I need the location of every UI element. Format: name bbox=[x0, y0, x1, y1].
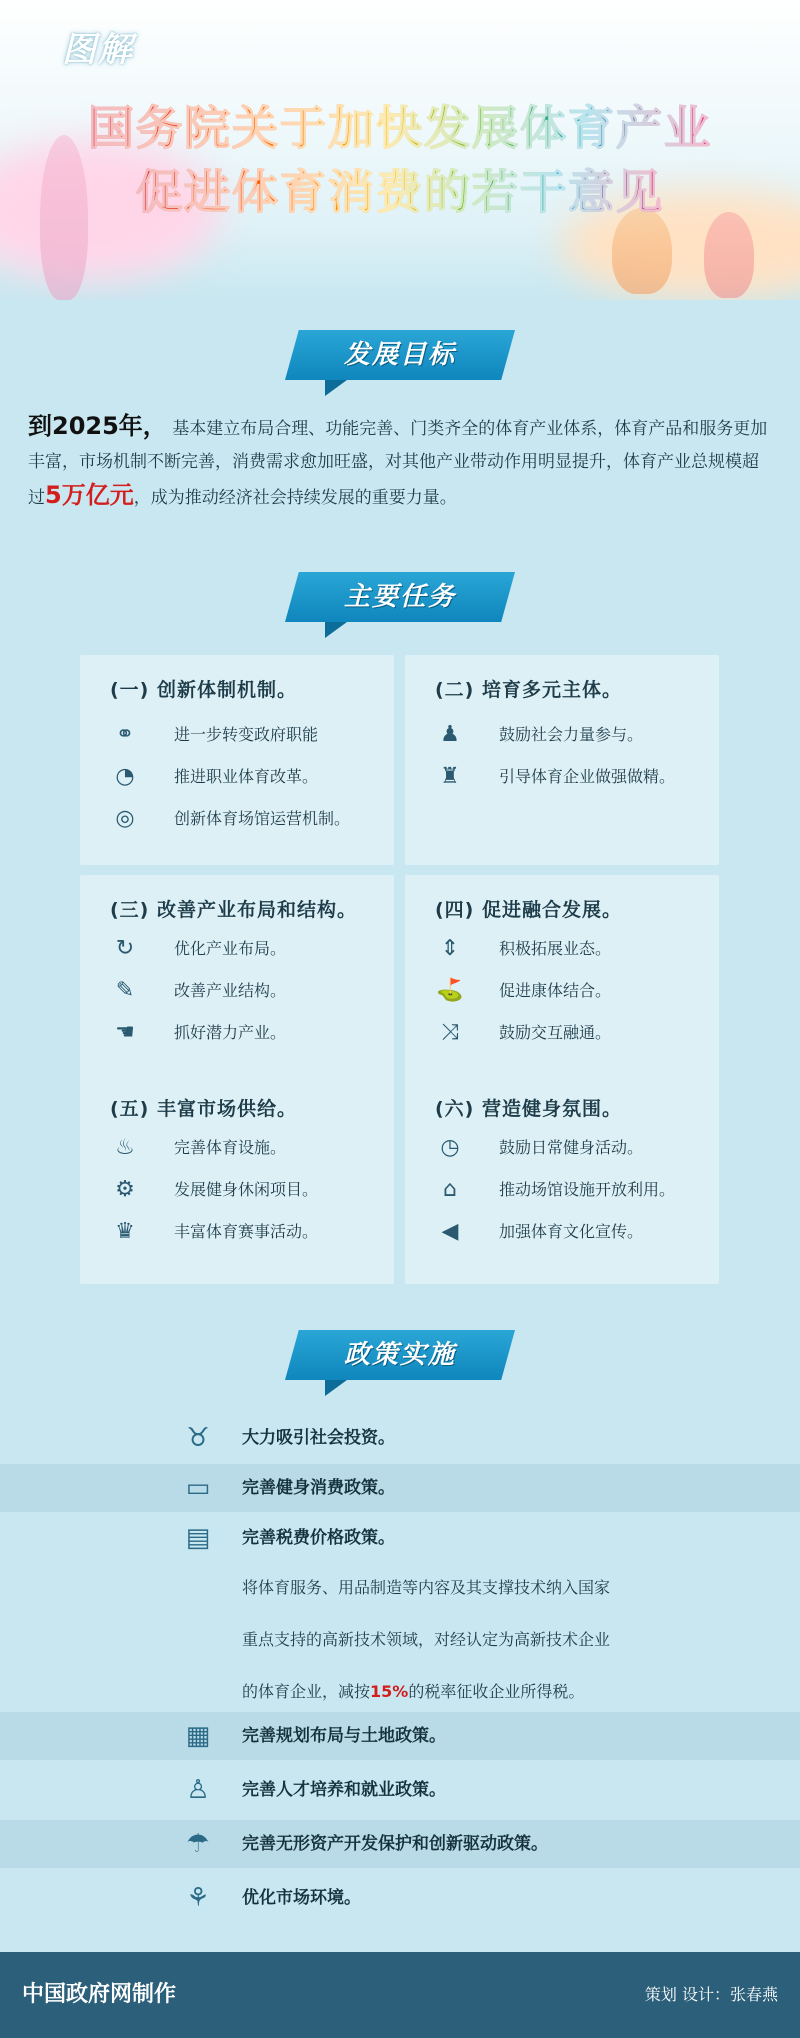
task-item bbox=[435, 759, 705, 795]
task-title: (三) 改善产业布局和结构。 bbox=[110, 899, 357, 921]
task-item bbox=[110, 801, 380, 837]
tax-icon: ▤ bbox=[185, 1523, 211, 1553]
task-item-label: 推进职业体育改革。 bbox=[174, 767, 319, 786]
person-icon: ♙ bbox=[186, 1775, 210, 1805]
task-item bbox=[110, 973, 380, 1009]
task-item-label: 加强体育文化宣传。 bbox=[499, 1222, 644, 1241]
goal-highlight: 5万亿元 bbox=[45, 481, 134, 509]
tax-policy-detail bbox=[242, 1562, 722, 1718]
task-item bbox=[435, 717, 705, 753]
expand-icon: ⇕ bbox=[440, 936, 460, 961]
task-item bbox=[435, 1172, 705, 1208]
task-item bbox=[435, 1130, 705, 1166]
task-box-2 bbox=[405, 655, 719, 865]
task-item bbox=[435, 1214, 705, 1250]
task-item-label: 鼓励社会力量参与。 bbox=[499, 725, 644, 744]
section-badge-goal: 发展目标 bbox=[285, 330, 515, 380]
footer-credit: 策划 设计：张春燕 bbox=[644, 1985, 778, 2004]
task-item-label: 积极拓展业态。 bbox=[499, 939, 612, 958]
task-item bbox=[110, 931, 380, 967]
fitness-icon: ♨ bbox=[115, 1135, 135, 1160]
task-item-label: 推动场馆设施开放利用。 bbox=[499, 1180, 676, 1199]
section-badge-tasks: 主要任务 bbox=[285, 572, 515, 622]
hand-icon: ☚ bbox=[115, 1020, 135, 1045]
venue-open-icon: ⌂ bbox=[443, 1177, 457, 1202]
task-item-label: 创新体育场馆运营机制。 bbox=[174, 809, 351, 828]
goal-text: 基本建立布局合理、功能完善、门类齐全的体育产业体系，体育产品和服务更加丰富，市场机制不断完善，消费需求愈加旺盛，对其他产业带动作用明显提升，体育产业总规模超过 bbox=[28, 419, 768, 508]
edit-document-icon: ✎ bbox=[115, 978, 135, 1003]
task-box-4 bbox=[405, 875, 719, 1085]
tax-rate-highlight: 15% bbox=[370, 1682, 409, 1701]
task-item-label: 鼓励日常健身活动。 bbox=[499, 1138, 644, 1157]
task-title: (一) 创新体制机制。 bbox=[110, 679, 297, 701]
task-item bbox=[110, 1214, 380, 1250]
footer bbox=[0, 1952, 800, 2038]
shuffle-icon: ⤨ bbox=[441, 1020, 459, 1045]
clock-icon: ◷ bbox=[440, 1135, 460, 1160]
task-box-1 bbox=[80, 655, 394, 865]
player-silhouette bbox=[704, 212, 754, 298]
task-item-label: 发展健身休闲项目。 bbox=[174, 1180, 319, 1199]
policy-label: 完善无形资产开发保护和创新驱动政策。 bbox=[242, 1834, 548, 1854]
page-title-line1: 国务院关于加快发展体育产业 bbox=[88, 101, 712, 155]
task-item bbox=[435, 1015, 705, 1051]
task-box-3 bbox=[80, 875, 394, 1085]
task-box-5 bbox=[80, 1074, 394, 1284]
policy-label: 大力吸引社会投资。 bbox=[242, 1428, 395, 1448]
refresh-icon: ↻ bbox=[115, 936, 135, 961]
task-box-6 bbox=[405, 1074, 719, 1284]
detail-line: 重点支持的高新技术领域，对经认定为高新技术企业 bbox=[242, 1630, 611, 1649]
policy-label: 完善健身消费政策。 bbox=[242, 1478, 395, 1498]
task-item-label: 鼓励交互融通。 bbox=[499, 1023, 612, 1042]
goal-paragraph bbox=[28, 410, 772, 515]
task-item-label: 抓好潜力产业。 bbox=[174, 1023, 287, 1042]
bicycle-icon: ⚙ bbox=[115, 1177, 135, 1202]
policy-label: 优化市场环境。 bbox=[242, 1888, 361, 1908]
policy-label: 完善人才培养和就业政策。 bbox=[242, 1780, 446, 1800]
piggy-bank-icon: ♉ bbox=[186, 1423, 210, 1453]
detail-line: 的体育企业，减按15%的税率征收企业所得税。 bbox=[242, 1682, 585, 1701]
header-banner bbox=[0, 0, 800, 300]
stadium-icon: ◎ bbox=[115, 806, 135, 831]
task-item bbox=[110, 717, 380, 753]
policy-band bbox=[0, 1464, 800, 1512]
task-item bbox=[110, 1172, 380, 1208]
map-icon: ▦ bbox=[185, 1721, 211, 1751]
megaphone-icon: ◀ bbox=[441, 1219, 459, 1244]
tulip-icon: ⚘ bbox=[186, 1883, 210, 1913]
handshake-icon: ⚭ bbox=[115, 722, 135, 747]
section-badge-policy: 政策实施 bbox=[285, 1330, 515, 1380]
task-title: (六) 营造健身氛围。 bbox=[435, 1098, 622, 1120]
footer-producer: 中国政府网制作 bbox=[22, 1982, 177, 2007]
task-item-label: 丰富体育赛事活动。 bbox=[174, 1222, 319, 1241]
policy-label: 完善规划布局与土地政策。 bbox=[242, 1726, 446, 1746]
task-title: (五) 丰富市场供给。 bbox=[110, 1098, 297, 1120]
task-item-label: 优化产业布局。 bbox=[174, 939, 287, 958]
crowd-icon: ♟ bbox=[440, 722, 460, 747]
task-item bbox=[435, 973, 705, 1009]
goal-text-end: ，成为推动经济社会持续发展的重要力量。 bbox=[133, 488, 457, 508]
task-item-label: 引导体育企业做强做精。 bbox=[499, 767, 676, 786]
policy-label: 完善税费价格政策。 bbox=[242, 1528, 395, 1548]
business-group-icon: ♜ bbox=[440, 764, 460, 789]
golf-icon: ⛳ bbox=[436, 978, 464, 1003]
task-item-label: 进一步转变政府职能 bbox=[174, 725, 319, 744]
whistle-icon: ◔ bbox=[115, 764, 135, 789]
card-icon: ▭ bbox=[185, 1473, 211, 1503]
page-title-line2: 促进体育消费的若干意见 bbox=[136, 165, 664, 219]
podium-icon: ♛ bbox=[115, 1219, 135, 1244]
detail-line: 将体育服务、用品制造等内容及其支撑技术纳入国家 bbox=[242, 1578, 611, 1597]
task-item bbox=[110, 1130, 380, 1166]
goal-year: 到2025年， bbox=[28, 412, 167, 440]
task-title: (四) 促进融合发展。 bbox=[435, 899, 622, 921]
task-item bbox=[110, 759, 380, 795]
umbrella-icon: ☂ bbox=[186, 1829, 210, 1859]
task-item-label: 改善产业结构。 bbox=[174, 981, 287, 1000]
infographic-tag: 图解 bbox=[62, 30, 134, 70]
task-item bbox=[435, 931, 705, 967]
task-item bbox=[110, 1015, 380, 1051]
task-title: (二) 培育多元主体。 bbox=[435, 679, 622, 701]
task-item-label: 促进康体结合。 bbox=[499, 981, 612, 1000]
task-item-label: 完善体育设施。 bbox=[174, 1138, 287, 1157]
